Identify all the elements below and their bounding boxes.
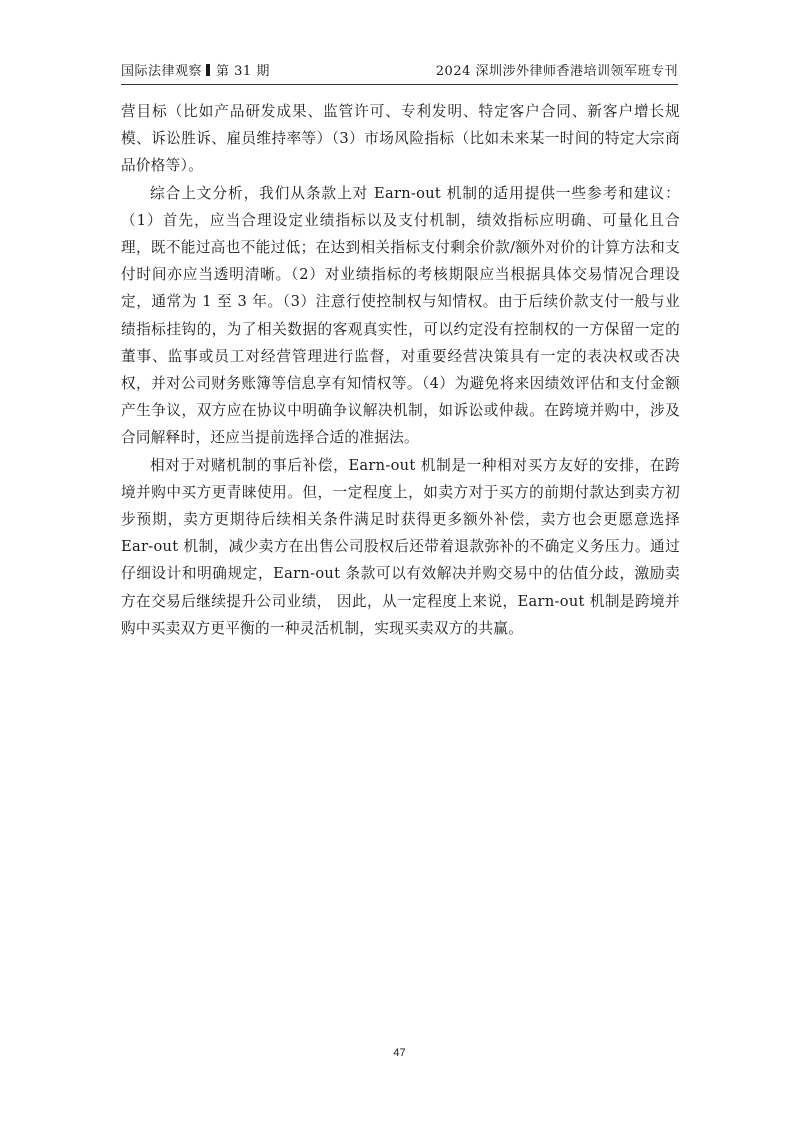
- running-header: [121, 60, 678, 82]
- article-body: [121, 98, 680, 642]
- paragraph-recommendations: 综合上文分析，我们从条款上对 Earn-out 机制的适用提供一些参考和建议：（1）首先，应当合理设定业绩指标以及支付机制，绩效指标应明确、可量化且合理，既不能过高也不能过低；在达到相关指标支付剩余价款/额外对价的计算方法和支付时间亦应当透明清晰。（2）对业绩指标的考核期限应当根据具体交易情况合理设定，通常为 1 至 3 年。（3）注意行使控制权与知情权。由于后续价款支付一般与业绩指标挂钩的，为了相关数据的客观真实性，可以约定没有控制权的一方保留一定的董事、监事或员工对经营管理进行监督，对重要经营决策具有一定的表决权或否决权，并对公司财务账簿等信息享有知情权等。（4）为避免将来因绩效评估和支付金额产生争议，双方应在协议中明确争议解决机制，如诉讼或仲裁。在跨境并购中，涉及合同解释时，还应当提前选择合适的准据法。: [121, 184, 680, 447]
- paragraph-conclusion: 相对于对赌机制的事后补偿，Earn-out 机制是一种相对买方友好的安排，在跨境并购中买方更青睐使用。但，一定程度上，如卖方对于买方的前期付款达到卖方初步预期，卖方更期待后续相关条件满足时获得更多额外补偿，卖方也会更愿意选择 Ear-out 机制，减少卖方在出售公司股权后还带着退款弥补的不确定义务压力。通过仔细设计和明确规定，Earn-out 条款可以有效解决并购交易中的估值分歧，激励卖方在交易后继续提升公司业绩， 因此，从一定程度上来说，Earn-out 机制是跨境并购中买卖双方更平衡的一种灵活机制，实现买卖双方的共赢。: [121, 456, 680, 637]
- issue-number: 第 31 期: [216, 64, 270, 79]
- special-issue-title: 2024 深圳涉外律师香港培训领军班专刊: [435, 64, 678, 79]
- header-separator-bar: [206, 64, 210, 76]
- paragraph-continued: 营目标（比如产品研发成果、监管许可、专利发明、特定客户合同、新客户增长规模、诉讼胜诉、雇员维持率等）（3）市场风险指标（比如未来某一时间的特定大宗商品价格等）。: [121, 103, 680, 175]
- page-number: 47: [393, 1047, 406, 1059]
- header-left: [121, 60, 270, 79]
- journal-title: 国际法律观察: [121, 64, 203, 79]
- header-rule: [121, 84, 678, 85]
